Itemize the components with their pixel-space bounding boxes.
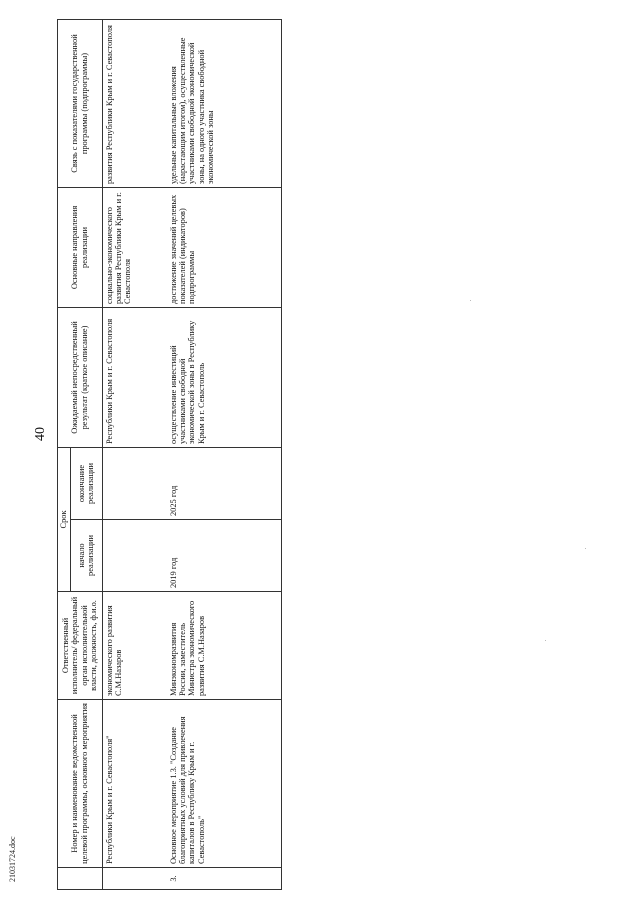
row-start [102, 520, 167, 592]
row-number: 3. [167, 868, 282, 890]
header-number-name: Номер и наименование ведомственной целевой программы, основного мероприятия [58, 700, 103, 868]
row-link: удельные капитальные вложения (нарастающим итогом), осуществленные участниками свободной экономической зоны, на одного участника свободной экономической зоны [167, 20, 282, 188]
row-executor: экономического развития С.М.Назаров [102, 592, 167, 700]
row-name: Республики Крым и г. Севастополя" [102, 700, 167, 868]
row-directions: социально-экономического развития Республики Крым и г. Севастополя [102, 188, 167, 308]
row-end: 2025 год [167, 448, 282, 520]
scan-speck [470, 300, 471, 301]
header-result: Ожидаемый непосредственный результат (краткое описание) [58, 308, 103, 448]
row-directions: достижение значений целевых показателей (индикаторов) подпрограммы [167, 188, 282, 308]
document-id: 21031724.doc [8, 836, 17, 882]
program-table-wrapper [57, 20, 307, 890]
page-number: 40 [33, 427, 48, 441]
program-table [57, 19, 282, 890]
header-term-start: начало реализации [70, 520, 102, 592]
row-executor: Минэкономразвития России, заместитель Министра экономического развития С.М.Назаров [167, 592, 282, 700]
row-name: Основное мероприятие 1.3. "Создание благоприятных условий для привлечения капиталов в Республику Крым и г. Севастополь" [167, 700, 282, 868]
row-end [102, 448, 167, 520]
scan-speck [585, 548, 586, 549]
row-link: развития Республики Крым и г. Севастополя [102, 20, 167, 188]
row-start: 2019 год [167, 520, 282, 592]
header-link: Связь с показателями государственной программы (подпрограммы) [58, 20, 103, 188]
scan-speck [545, 640, 546, 641]
header-term-end: окончание реализации [70, 448, 102, 520]
table-row [102, 20, 167, 890]
row-result: Республики Крым и г. Севастополя [102, 308, 167, 448]
row-result: осуществление инвестиций участниками свободной экономической зоны в Республику Крым и г. Севастополь [167, 308, 282, 448]
header-directions: Основные направления реализации [58, 188, 103, 308]
table-row [167, 20, 282, 890]
row-number [102, 868, 167, 890]
header-term: Срок [58, 448, 71, 592]
header-num [58, 868, 103, 890]
header-executor: Ответственный исполнитель/ федеральный орган исполнительной власти, должность, ф.и.о. [58, 592, 103, 700]
